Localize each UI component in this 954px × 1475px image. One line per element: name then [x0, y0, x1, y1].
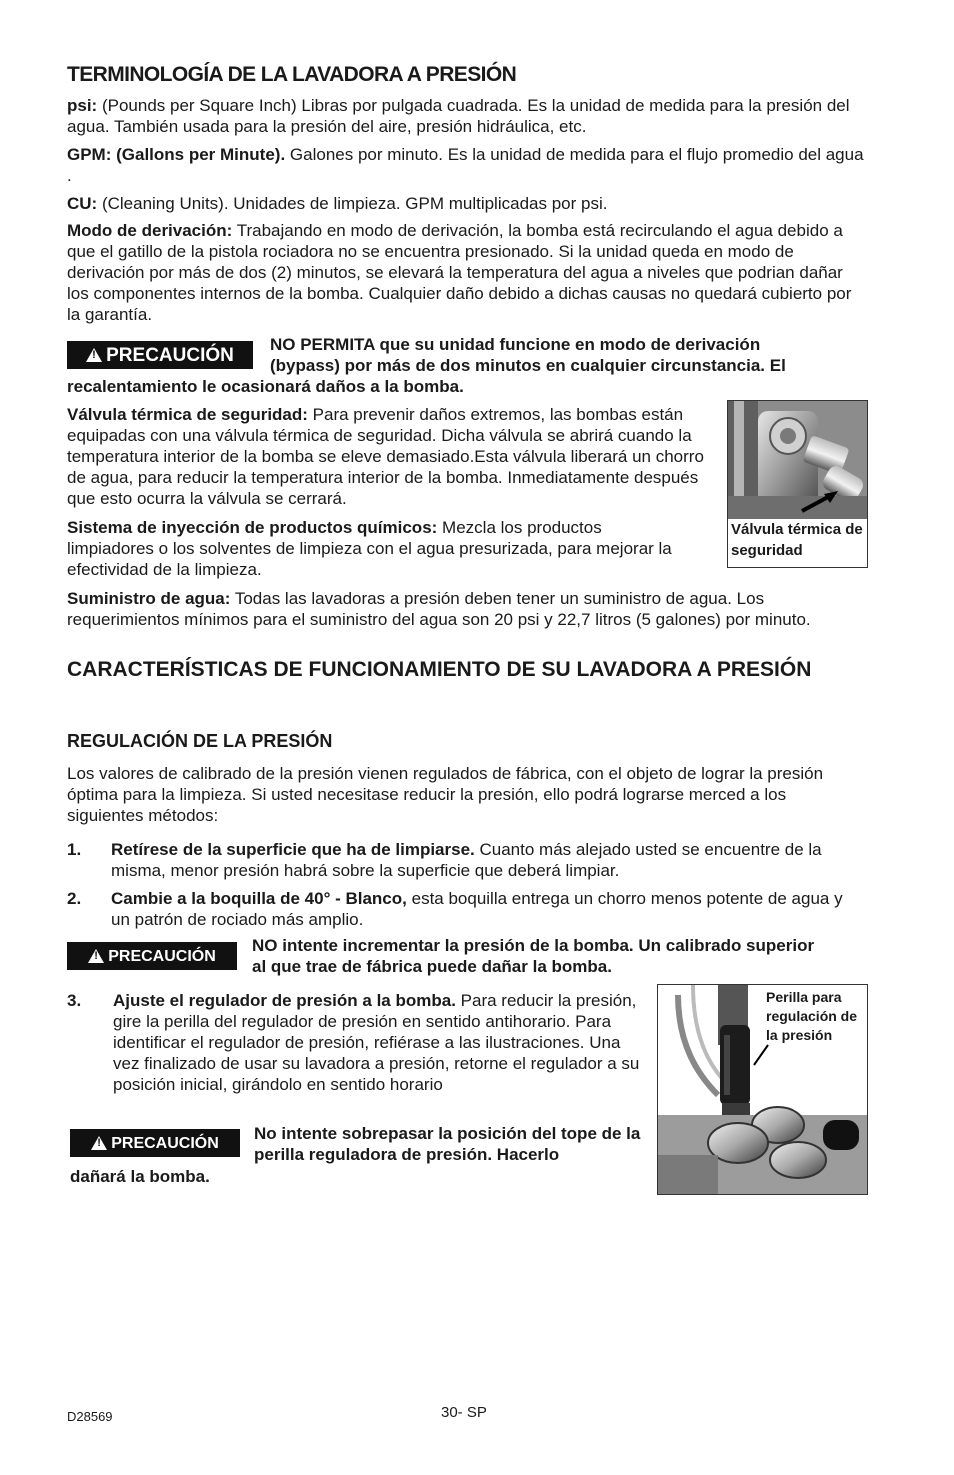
water-supply-definition	[67, 588, 872, 630]
thermal-valve-image	[728, 401, 867, 519]
gpm-text: Galones por minuto. Es la unidad de medida para el flujo promedio del agua .	[67, 145, 864, 185]
water-supply-text: Todas las lavadoras a presión deben tener un suministro de agua. Los requerimientos mínimos para el suministro del agua son 20 psi y 22,7 litros (5 galones) por minuto.	[67, 589, 811, 629]
caution-text-line2: (bypass) por más de dos minutos en cualquier circunstancia. El	[270, 356, 786, 375]
chemical-injection-definition	[67, 517, 687, 580]
document-code: D28569	[67, 1409, 113, 1424]
list-item-bold: Cambie a la boquilla de 40° - Blanco,	[111, 889, 407, 908]
psi-term: psi:	[67, 96, 98, 115]
chemical-injection-text: Mezcla los productos limpiadores o los solventes de limpieza con el agua presurizada, para mejorar la efectividad de la limpieza.	[67, 518, 672, 579]
cu-term: CU:	[67, 194, 98, 213]
water-supply-term: Suministro de agua:	[67, 589, 231, 608]
thermal-valve-caption: Válvula térmica de seguridad	[731, 521, 863, 559]
list-item	[111, 839, 851, 881]
caution-label: PRECAUCIÓN	[111, 1134, 219, 1152]
bypass-text: Trabajando en modo de derivación, la bomba está recirculando el agua debido a que el gatillo de la pistola rociadora no se encuentra presionado. Si la unidad queda en modo de derivación por más de dos (2) minutos, se elevará la temperatura del agua a niveles que podrian dañar los componentes internos de la bomba. Cualquier daño debido a dichas causas no quedará cubierto por la garantía.	[67, 221, 852, 324]
caution-badge	[67, 942, 237, 970]
list-item-text: Cuanto más alejado usted se encuentre de la misma, menor presión habrá sobre la superficie que deberá limpiar.	[111, 840, 822, 880]
caution-text: NO intente incrementar la presión de la bomba. Un calibrado superior al que trae de fábrica puede dañar la bomba.	[252, 936, 815, 976]
list-item-text: esta boquilla entrega un chorro menos potente de agua y un patrón de rociado más amplio.	[111, 889, 843, 929]
caution-text-line3: recalentamiento le ocasionará daños a la bomba.	[67, 377, 464, 396]
caution-badge	[67, 341, 253, 369]
list-item-bold: Ajuste el regulador de presión a la bomba.	[113, 991, 456, 1010]
list-item	[113, 990, 648, 1095]
section-subtitle: REGULACIÓN DE LA PRESIÓN	[67, 731, 333, 751]
caution-label: PRECAUCIÓN	[108, 947, 216, 965]
bypass-definition	[67, 220, 867, 325]
thermal-valve-term: Válvula térmica de seguridad:	[67, 405, 308, 424]
warning-triangle-icon	[86, 348, 102, 362]
caution-label: PRECAUCIÓN	[106, 344, 234, 366]
cu-definition	[67, 193, 872, 214]
psi-definition	[67, 95, 872, 137]
list-item-text: Para reducir la presión, gire la perilla del regulador de presión en sentido antihorario. Para identificar el regulador de presión, refiérase a las ilustraciones. Una vez finalizado de usar su lavadora a presión, retorne el regulador a su posición inicial, girándolo en sentido horario	[113, 991, 640, 1094]
regulator-caption: Perilla para regulación de la presión	[766, 989, 858, 1043]
caution-badge	[70, 1129, 240, 1157]
list-number: 1.	[67, 840, 82, 859]
gpm-definition	[67, 144, 872, 186]
warning-triangle-icon	[88, 949, 104, 963]
list-number: 2.	[67, 889, 82, 908]
pressure-intro: Los valores de calibrado de la presión vienen regulados de fábrica, con el objeto de lograr la presión óptima para la limpieza. Si usted necesitase reducir la presión, ello podrá lograrse merced a los siguientes métodos:	[67, 764, 824, 825]
chemical-injection-term: Sistema de inyección de productos químicos:	[67, 518, 438, 537]
thermal-valve-photo	[727, 400, 868, 568]
gpm-term: GPM: (Gallons per Minute).	[67, 145, 286, 164]
pressure-regulator-photo	[657, 984, 868, 1195]
caution-text-end: dañará la bomba.	[70, 1167, 210, 1186]
section-title: CARACTERÍSTICAS DE FUNCIONAMIENTO DE SU LAVADORA A PRESIÓN	[67, 658, 812, 681]
list-number: 3.	[67, 991, 82, 1010]
bypass-term: Modo de derivación:	[67, 221, 233, 240]
cu-text: (Cleaning Units). Unidades de limpieza. GPM multiplicadas por psi.	[101, 194, 608, 213]
page-title: TERMINOLOGÍA DE LA LAVADORA A PRESIÓN	[67, 63, 517, 86]
list-item-bold: Retírese de la superficie que ha de limpiarse.	[111, 840, 475, 859]
thermal-valve-definition	[67, 404, 722, 509]
psi-text: (Pounds per Square Inch) Libras por pulgada cuadrada. Es la unidad de medida para la presión del agua. También usada para la presión del aire, presión hidráulica, etc.	[67, 96, 850, 136]
warning-triangle-icon	[91, 1136, 107, 1150]
caution-text: No intente sobrepasar la posición del tope de la perilla reguladora de presión. Hacerlo	[254, 1124, 641, 1164]
caution-text-line1: NO PERMITA que su unidad funcione en modo de derivación	[270, 335, 761, 354]
list-item	[111, 888, 861, 930]
thermal-valve-text: Para prevenir daños extremos, las bombas están equipadas con una válvula térmica de seguridad. Dicha válvula se abrirá cuando la temperatura interior de la bomba se eleve demasiado.Esta válvula liberará un chorro de agua, para reducir la temperatura interior de la bomba. Inmediatamente después que esto ocurra la válvula se cerrará.	[67, 405, 704, 508]
page-number: 30- SP	[441, 1404, 487, 1421]
